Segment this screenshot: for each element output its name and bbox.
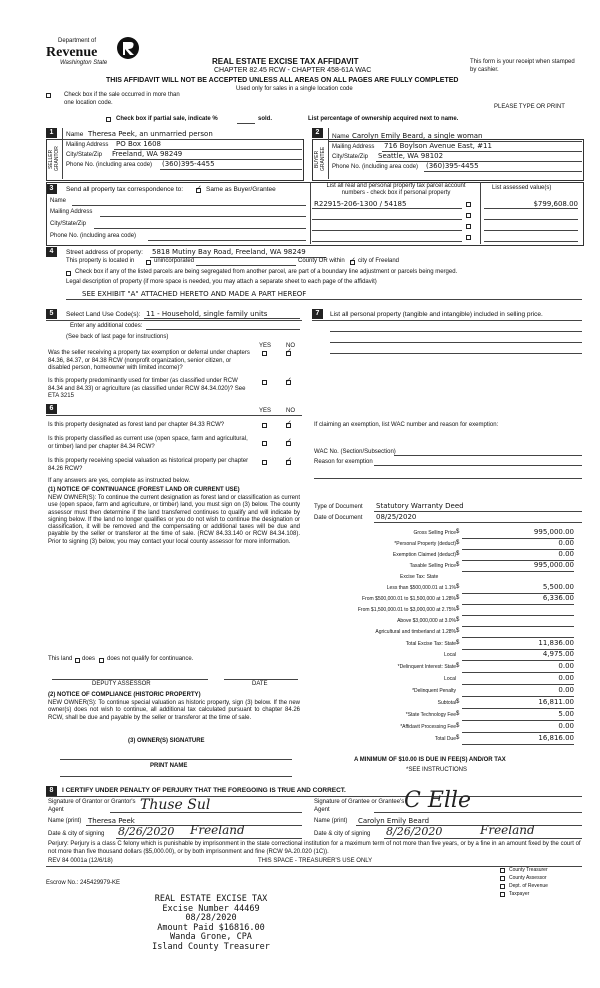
grantor-sig-label: Signature of Grantor or Grantor's Agent (48, 799, 136, 813)
tax-row-label: From $1,500,000.01 to $3,000,000 at 2.75% (357, 607, 456, 613)
tax-row-value[interactable]: 11,836.00 (538, 639, 574, 647)
assessed-value[interactable]: $799,608.00 (533, 200, 578, 208)
corr-phone-field[interactable] (148, 240, 306, 241)
corr-city-label: City/State/Zip (50, 221, 87, 227)
exemption-label: If claiming an exemption, list WAC number and reason for exemption: (314, 422, 499, 428)
does-not-label: does not qualify for continuance. (107, 656, 194, 662)
tax-row-label: Exemption Claimed (deduct) (392, 552, 456, 558)
currency-sign: $ (456, 723, 460, 729)
escrow-number: Escrow No.: 245429979-KE (46, 880, 121, 886)
owner-signature-label: (3) OWNER(S) SIGNATURE (128, 738, 205, 744)
buyer-name[interactable]: Carolyn Emily Beard, a single woman (352, 132, 483, 140)
stamp-line: Wanda Grone, CPA (170, 932, 252, 942)
notice-1-title: (1) NOTICE OF CONTINUANCE (FOREST LAND OR CURRENT USE) (48, 487, 240, 493)
does-label: does (82, 656, 96, 662)
tax-row-label: *Delinquent Interest: State (397, 664, 456, 670)
form-subtitle: CHAPTER 82.45 RCW - CHAPTER 458-61A WAC (214, 67, 372, 74)
seller-side-label: SELLER GRANTOR (48, 146, 60, 172)
personal-property-line-2[interactable] (330, 342, 582, 343)
tax-row-value[interactable]: 0.00 (558, 550, 574, 558)
copy-taxpayer: Taxpayer (509, 891, 530, 897)
tax-row (312, 698, 582, 710)
buyer-address-label: Mailing Address (332, 144, 375, 150)
wac-field[interactable] (394, 455, 582, 456)
notice-1-text: NEW OWNER(S): To continue the current designation as forest land or classification as current use (open space, farm and agriculture, or timber) land, you must sign on (3) below. The county assessor must then determine if the land transferred continues to qualify and will indicate by signing below. If the land no longer qualifies or you do not wish to continue the designation or classification, it will be removed and the compensating or additional taxes will be due and payable by the seller or transferor at the time of sale. (RCW 84.33.140 or RCW 84.34.108). Prior to signing (3) below, you may contact your local county assessor for more information. (48, 495, 300, 545)
tax-row-value[interactable]: 16,811.00 (538, 698, 574, 706)
tax-row-label: Taxable Selling Price (409, 563, 456, 569)
grantee-date[interactable]: 8/26/2020 (386, 825, 443, 838)
tax-row (312, 686, 582, 698)
buyer-phone-label: Phone No. (including area code) (332, 164, 419, 170)
s5-q2-no[interactable] (286, 380, 291, 385)
stamp-line: Excise Number 44469 (162, 903, 260, 914)
currency-sign: $ (456, 540, 460, 546)
land-qualify-label: This land (48, 656, 73, 662)
tax-row-label: Local (444, 676, 456, 682)
partial-sale-pct-field[interactable] (237, 123, 255, 124)
seller-city-label: City/State/Zip (66, 152, 103, 158)
owner-signature-line[interactable] (60, 759, 292, 760)
section-4-number: 4 (46, 247, 57, 257)
tax-row (312, 734, 582, 746)
s6-q1-no[interactable] (286, 423, 291, 428)
tax-row-value[interactable]: 0.00 (558, 686, 574, 694)
segregated-checkbox[interactable] (66, 271, 71, 276)
personal-property-checkbox-3[interactable] (466, 224, 471, 229)
tax-row-value[interactable]: 5,500.00 (542, 583, 574, 591)
single-location-note: Used only for sales in a single location code (236, 86, 353, 92)
tax-row (312, 710, 582, 722)
legal-exhibit[interactable]: SEE EXHIBIT "A" ATTACHED HERETO AND MADE A PART HEREOF (82, 290, 307, 298)
stamp-line: Island County Treasurer (152, 941, 270, 952)
tax-row-value[interactable]: 0.00 (558, 722, 574, 730)
section-2-number: 2 (312, 128, 323, 138)
see-instructions: *SEE INSTRUCTIONS (406, 767, 468, 773)
currency-sign: $ (456, 711, 460, 717)
currency-sign: $ (456, 628, 460, 634)
grantor-city[interactable]: Freeland (190, 823, 245, 837)
s6-q2-yes[interactable] (262, 441, 267, 446)
tax-row-label: Agricultural and timberland at 1.28% (375, 629, 456, 635)
buyer-city-label: City/State/Zip (332, 154, 369, 160)
s5-question-1: Was the seller receiving a property tax exemption or deferral under chapters 84.36, 84.37, or 84.38 RCW (nonprofit organization, senior citizen, or disabled person, homeowner with limited income)? (48, 350, 250, 371)
assessed-header: List assessed value(s) (492, 185, 552, 191)
segregated-label: Check box if any of the listed parcels are being segregated from another parcel, are part of a boundary line adjustment or parcels being merged. (75, 269, 458, 275)
print-name-line[interactable] (60, 776, 292, 777)
city-checkbox[interactable] (350, 260, 355, 265)
tax-row-label: Less than $500,000.01 at 1.1% (386, 585, 456, 591)
same-as-buyer-label: Same as Buyer/Grantee (206, 186, 276, 193)
section-1-number: 1 (46, 128, 57, 138)
does-not-qualify-checkbox[interactable] (99, 658, 104, 663)
tax-row-value[interactable]: 6,336.00 (542, 594, 574, 602)
corr-mailing-label: Mailing Address (50, 209, 93, 215)
revenue-logo (44, 36, 144, 70)
tax-row-value[interactable]: 16,816.00 (538, 734, 574, 742)
grantee-name-print-label: Name (print) (314, 818, 348, 824)
tax-table (312, 524, 582, 756)
form-title: REAL ESTATE EXCISE TAX AFFIDAVIT (212, 57, 359, 66)
ownership-note: List percentage of ownership acquired next to name. (308, 116, 459, 122)
grantee-date-label: Date & city of signing (314, 831, 371, 837)
section-8-number: 8 (46, 786, 57, 796)
tax-row-label: Total Excise Tax: State (405, 641, 456, 647)
corr-phone-label: Phone No. (including area code) (50, 233, 137, 239)
section-5-number: 5 (46, 309, 57, 319)
tax-row-label: Total Due (434, 736, 456, 742)
stamp-line: 08/28/2020 (185, 913, 237, 923)
tax-row-value[interactable]: 0.00 (558, 662, 574, 670)
same-as-buyer-checkbox[interactable] (196, 188, 201, 193)
unincorporated-checkbox[interactable] (146, 260, 151, 265)
copy-treasurer: County Treasurer (509, 867, 548, 873)
deputy-date-label: DATE (252, 681, 268, 687)
seller-address-label: Mailing Address (66, 142, 109, 148)
doc-type-label: Type of Document (314, 504, 363, 510)
parcel-header: List all real and personal property tax parcel account numbers - check box if personal property (326, 183, 466, 196)
s5-no-header: NO (286, 343, 295, 349)
doc-date[interactable]: 08/25/2020 (376, 513, 417, 521)
grantee-signature[interactable]: C Elle (404, 788, 471, 813)
grantor-name-print-label: Name (print) (48, 818, 82, 824)
perjury-notice: Perjury: Perjury is a class C felony which is punishable by imprisonment in the state correctional institution for a maximum term of not more than five years, or by a fine in an amount fixed by the court of not more than five thousand dollars ($5,000.00), or by both imprisonment and fine (RCW 9A.20.020 (1C)). (48, 841, 581, 855)
s6-question-3: Is this property receiving special valuation as historical property per chapter 84.26 RCW? (48, 458, 249, 472)
logo-mark-icon (116, 36, 140, 60)
multi-location-label: Check box if the sale occurred in more than one location code. (64, 92, 180, 106)
grantor-date[interactable]: 8/26/2020 (118, 825, 175, 838)
receipt-note: This form is your receipt when stamped by cashier. (470, 59, 575, 73)
currency-sign: $ (456, 595, 460, 601)
wac-label: WAC No. (Section/Subsection) (314, 449, 396, 455)
corr-city-field[interactable] (94, 228, 306, 229)
parcel-number[interactable]: R22915-206-1300 / 54185 (314, 200, 407, 208)
buyer-phone[interactable]: (360)395-4455 (426, 162, 479, 170)
personal-property-checkbox-1[interactable] (466, 202, 471, 207)
currency-sign: $ (456, 640, 460, 646)
tax-row (312, 674, 582, 686)
land-use-label: Select Land Use Code(s): (66, 311, 141, 318)
tax-row-value[interactable]: 0.00 (558, 674, 574, 682)
section-6-number: 6 (46, 404, 57, 414)
copy-dor: Dept. of Revenue (509, 883, 548, 889)
section-3-number: 3 (46, 184, 57, 194)
deputy-label: DEPUTY ASSESSOR (92, 681, 151, 687)
currency-sign: $ (456, 606, 460, 612)
form-number: REV 84 0001a (12/6/18) (48, 858, 113, 864)
located-label: This property is located in (66, 258, 135, 264)
sold-label: sold. (258, 116, 273, 122)
s6-q2-no[interactable] (286, 441, 291, 446)
reason-field-1[interactable] (374, 465, 582, 466)
grantor-date-label: Date & city of signing (48, 831, 105, 837)
s5-yes-header: YES (259, 343, 272, 349)
street-address[interactable]: 5818 Mutiny Bay Road, Freeland, WA 98249 (152, 248, 306, 256)
currency-sign: $ (456, 529, 460, 535)
grantor-name-print[interactable]: Theresa Peek (88, 817, 135, 825)
notice-2-title: (2) NOTICE OF COMPLIANCE (HISTORIC PROPERTY) (48, 692, 201, 698)
see-back-note: (See back of last page for instructions) (66, 334, 169, 340)
tax-row-label: Above $3,000,000 at 3.0% (397, 618, 456, 624)
copy-checkbox-taxpayer[interactable] (500, 892, 505, 897)
buyer-city[interactable]: Seattle, WA 98102 (378, 152, 444, 160)
deputy-signature-line[interactable] (52, 679, 208, 680)
corr-mailing-field[interactable] (100, 216, 306, 217)
tax-row-value[interactable]: 5.00 (558, 710, 574, 718)
s6-q3-no[interactable] (286, 460, 291, 465)
tax-row-label: From $500,000.01 to $1,500,000 at 1.28% (362, 596, 456, 602)
additional-codes-field[interactable] (146, 329, 300, 330)
personal-property-label: List all personal property (tangible and intangible) included in selling price. (330, 311, 543, 318)
city-of: city of Freeland (358, 258, 400, 264)
s6-question-1: Is this property designated as forest land per chapter 84.33 RCW? (48, 422, 225, 428)
partial-sale-label: Check box if partial sale, indicate % (116, 116, 218, 122)
tax-row (312, 662, 582, 674)
tax-row-value[interactable]: 995,000.00 (533, 561, 574, 569)
if-yes-note: If any answers are yes, complete as instructed below. (48, 478, 191, 484)
partial-sale-checkbox[interactable] (106, 117, 111, 122)
additional-codes-label: Enter any additional codes: (70, 323, 143, 329)
please-type: PLEASE TYPE OR PRINT (494, 104, 565, 110)
currency-sign: $ (456, 663, 460, 669)
tax-row (312, 722, 582, 734)
logo-state: Washington State (60, 60, 108, 66)
doc-type[interactable]: Statutory Warranty Deed (376, 502, 464, 510)
copy-checkbox-dor[interactable] (500, 884, 505, 889)
s6-no-header: NO (286, 408, 295, 414)
seller-phone-label: Phone No. (including area code) (66, 162, 153, 168)
reason-field-2[interactable] (314, 478, 582, 479)
s5-q1-yes[interactable] (262, 351, 267, 356)
seller-name[interactable]: Theresa Peek, an unmarried person (88, 130, 213, 138)
corr-name-label: Name (50, 198, 67, 204)
grantor-signature[interactable]: Thuse Sul (140, 797, 211, 813)
currency-sign: $ (456, 617, 460, 623)
form-warning: THIS AFFIDAVIT WILL NOT BE ACCEPTED UNLESS ALL AREAS ON ALL PAGES ARE FULLY COMPLETED (106, 77, 459, 84)
s6-question-2: Is this property classified as current use (open space, farm and agricultural, or timber) land per chapter 84.34 RCW? (48, 436, 248, 450)
personal-property-checkbox-4[interactable] (466, 235, 471, 240)
s6-yes-header: YES (259, 408, 272, 414)
reason-label: Reason for exemption (314, 459, 373, 465)
stamp-line: REAL ESTATE EXCISE TAX (154, 894, 268, 904)
seller-name-label: Name (66, 131, 84, 138)
currency-sign: $ (456, 735, 460, 741)
grantee-sig-label: Signature of Grantee or Grantee's Agent (314, 799, 405, 813)
notice-2-text: NEW OWNER(S): To continue special valuation as historic property, sign (3) below. If the new owner(s) does not wish to continue, all additional tax calculated pursuant to chapter 84.26 RCW, shall be due and payable by the seller or transferor at the time of sale. (48, 700, 300, 721)
tax-row (312, 650, 582, 662)
currency-sign: $ (456, 699, 460, 705)
copy-checkbox-treasurer[interactable] (500, 868, 505, 873)
certify-statement: I CERTIFY UNDER PENALTY OF PERJURY THAT THE FOREGOING IS TRUE AND CORRECT. (62, 787, 346, 794)
county-or-within-label: County OR within (298, 258, 345, 264)
land-use-code[interactable]: 11 - Household, single family units (146, 310, 268, 318)
logo-dept-of: Department of (58, 38, 97, 44)
legal-label: Legal description of property (if more space is needed, you may attach a separate sheet to each page of the affidavit) (66, 279, 377, 285)
multi-location-checkbox[interactable] (46, 93, 51, 98)
deputy-date-line[interactable] (224, 679, 298, 680)
currency-sign: $ (456, 584, 460, 590)
personal-property-line-1[interactable] (330, 331, 582, 332)
personal-property-checkbox-2[interactable] (466, 213, 471, 218)
personal-property-line-3[interactable] (330, 353, 582, 354)
tax-row-label: Local (444, 652, 456, 658)
tax-row-label: *State Technology Fee (405, 712, 456, 718)
tax-row (312, 627, 582, 639)
print-name-label: PRINT NAME (150, 763, 188, 769)
tax-row-label: Excise Tax: State (400, 574, 439, 580)
copy-checkbox-assessor[interactable] (500, 876, 505, 881)
treasurer-use-only: THIS SPACE - TREASURER'S USE ONLY (258, 858, 373, 864)
tax-row-value[interactable]: 4,975.00 (542, 650, 574, 658)
unincorporated-label: unincorporated (154, 258, 195, 264)
does-qualify-checkbox[interactable] (75, 658, 80, 663)
s5-question-2: Is this property predominantly used for timber (as classified under RCW 84.34 and 84.33) or agriculture (as classified under RCW 84.34.020)? See ETA 3215 (48, 378, 246, 399)
seller-phone[interactable]: (360)395-4455 (162, 160, 215, 168)
corr-name-field[interactable] (72, 205, 306, 206)
stamp-line: Amount Paid $16816.00 (157, 922, 265, 933)
street-label: Street address of property: (66, 249, 143, 256)
currency-sign: $ (456, 551, 460, 557)
tax-row-label: *Delinquent Penalty (412, 688, 456, 694)
doc-date-label: Date of Document (314, 515, 363, 521)
tax-row-label: Gross Selling Price (413, 530, 456, 536)
s6-q3-yes[interactable] (262, 460, 267, 465)
seller-city[interactable]: Freeland, WA 98249 (112, 150, 183, 158)
s5-q2-yes[interactable] (262, 380, 267, 385)
currency-sign: $ (456, 562, 460, 568)
grantee-name-print[interactable]: Carolyn Emily Beard (358, 817, 430, 825)
section-7-number: 7 (312, 309, 323, 319)
tax-row-label: Subtotal (437, 700, 456, 706)
copy-assessor: County Assessor (509, 875, 547, 881)
seller-address[interactable]: PO Box 1608 (116, 140, 162, 148)
tax-row-label: *Personal Property (deduct) (394, 541, 456, 547)
tax-row-value[interactable]: 995,000.00 (533, 528, 574, 536)
logo-revenue: Revenue (46, 45, 98, 60)
tax-row-value[interactable]: 0.00 (558, 539, 574, 547)
send-to-label: Send all property tax correspondence to: (66, 186, 184, 193)
tax-row-label: *Affidavit Processing Fee (400, 724, 456, 730)
s6-q1-yes[interactable] (262, 423, 267, 428)
treasurer-stamp (136, 895, 286, 952)
minimum-due-note: A MINIMUM OF $10.00 IS DUE IN FEE(S) AND/OR TAX (354, 757, 506, 763)
buyer-name-label: Name (332, 133, 350, 140)
s5-q1-no[interactable] (286, 351, 291, 356)
buyer-address[interactable]: 716 Boylson Avenue East, #11 (384, 142, 492, 150)
buyer-side-label: BUYER GRANTEE (314, 146, 326, 172)
grantee-city[interactable]: Freeland (480, 823, 535, 837)
